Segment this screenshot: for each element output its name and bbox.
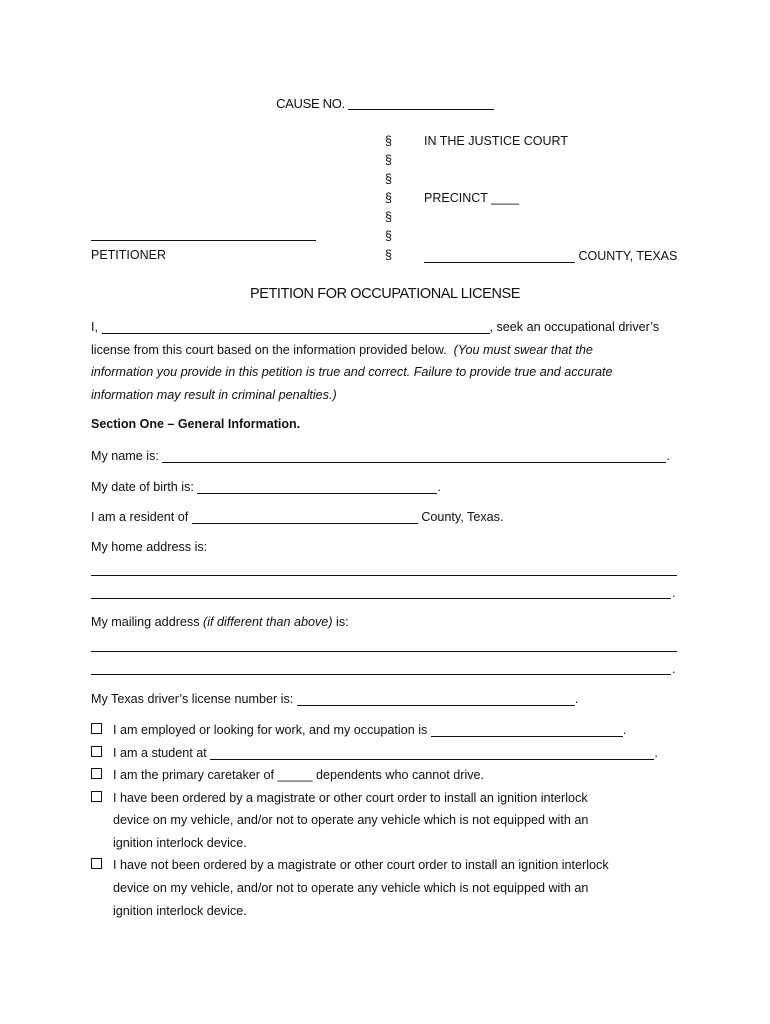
not-ordered-checkbox[interactable]: [91, 858, 102, 869]
period: .: [654, 746, 658, 760]
document-title: PETITION FOR OCCUPATIONAL LICENSE: [249, 286, 521, 302]
employed-checkbox[interactable]: [91, 723, 102, 734]
intro-prefix: I,: [91, 320, 98, 334]
mailing-address-line-1[interactable]: [91, 651, 677, 652]
mailing-address-line-2[interactable]: [91, 674, 671, 675]
cause-number-blank[interactable]: [348, 96, 494, 110]
section-one-heading: Section One – General Information.: [91, 417, 301, 431]
ordered-checkbox[interactable]: [91, 791, 102, 802]
ordered-line-1: I have been ordered by a magistrate or other court order to install an ignition interlock: [113, 791, 588, 805]
section-symbol: §: [385, 191, 392, 205]
petitioner-label: PETITIONER: [91, 248, 167, 262]
checklist-item-ordered: [91, 791, 588, 805]
checklist-item-employed: [91, 722, 626, 737]
home-address-label: My home address is:: [91, 540, 208, 554]
intro-line3-italic: information you provide in this petition is true and correct. Failure to provide true and accurate: [91, 365, 613, 379]
precinct-field[interactable]: PRECINCT ____: [424, 191, 519, 205]
school-blank[interactable]: [210, 745, 654, 760]
employed-label: I am employed or looking for work, and my occupation is: [113, 723, 428, 737]
checklist-item-not-ordered: [91, 858, 609, 872]
section-symbol: §: [385, 172, 392, 186]
mailing-label-suffix: is:: [336, 615, 349, 629]
checklist-item-caretaker: [91, 768, 484, 782]
period: .: [672, 662, 676, 676]
name-field: [91, 448, 670, 463]
cause-number: [0, 96, 770, 111]
not-ordered-line-1: I have not been ordered by a magistrate or other court order to install an ignition interlock: [113, 858, 609, 872]
student-checkbox[interactable]: [91, 746, 102, 757]
county-label: COUNTY, TEXAS: [578, 249, 678, 263]
dob-field: [91, 479, 441, 494]
ordered-line-3: ignition interlock device.: [113, 836, 247, 850]
section-symbol: §: [385, 134, 392, 148]
caretaker-prefix: I am the primary caretaker of: [113, 768, 274, 782]
period: .: [437, 480, 441, 494]
student-label: I am a student at: [113, 746, 207, 760]
resident-suffix: County, Texas.: [421, 510, 504, 524]
period: .: [672, 586, 676, 600]
intro-line4-italic: information may result in criminal penalties.): [91, 387, 337, 402]
home-address-line-2[interactable]: [91, 598, 671, 599]
county-blank[interactable]: [424, 248, 575, 263]
mailing-label-prefix: My mailing address: [91, 615, 200, 629]
period: .: [622, 723, 627, 737]
county-field: [424, 248, 677, 263]
court-name: IN THE JUSTICE COURT: [424, 134, 568, 148]
ordered-line-2: device on my vehicle, and/or not to operate any vehicle which is not equipped with an: [113, 813, 589, 827]
section-symbol: §: [385, 248, 392, 262]
intro-line2-italic: (You must swear that the: [453, 342, 593, 357]
license-number-field: [91, 691, 578, 706]
caretaker-suffix: dependents who cannot drive.: [316, 768, 485, 782]
not-ordered-line-2: device on my vehicle, and/or not to operate any vehicle which is not equipped with an: [113, 881, 589, 895]
mailing-address-label: [91, 615, 349, 629]
home-address-line-1[interactable]: [91, 575, 677, 576]
checklist-item-student: [91, 745, 658, 760]
intro-paragraph: [91, 316, 681, 406]
section-symbol: §: [385, 229, 392, 243]
name-label: My name is:: [91, 449, 159, 463]
resident-field: [91, 509, 503, 524]
period: .: [574, 692, 579, 706]
not-ordered-line-3: ignition interlock device.: [113, 904, 247, 918]
license-number-blank[interactable]: [297, 691, 575, 706]
resident-prefix: I am a resident of: [91, 510, 189, 524]
name-blank[interactable]: [162, 448, 666, 463]
dependents-count-blank[interactable]: _____: [277, 768, 313, 782]
petitioner-name-line[interactable]: [91, 240, 316, 241]
caretaker-checkbox[interactable]: [91, 768, 102, 779]
license-label: My Texas driver’s license number is:: [91, 692, 294, 706]
dob-blank[interactable]: [197, 479, 437, 494]
dob-label: My date of birth is:: [91, 480, 194, 494]
section-symbol: §: [385, 153, 392, 167]
mailing-label-italic: (if different than above): [203, 615, 333, 629]
resident-county-blank[interactable]: [192, 509, 418, 524]
petitioner-name-blank[interactable]: [102, 319, 490, 334]
intro-suffix: , seek an occupational driver’s: [489, 320, 660, 334]
period: .: [666, 449, 670, 463]
section-symbol: §: [385, 210, 392, 224]
occupation-blank[interactable]: [431, 722, 623, 737]
intro-line2-plain: license from this court based on the information provided below.: [91, 342, 447, 357]
cause-number-label: CAUSE NO.: [276, 96, 345, 111]
